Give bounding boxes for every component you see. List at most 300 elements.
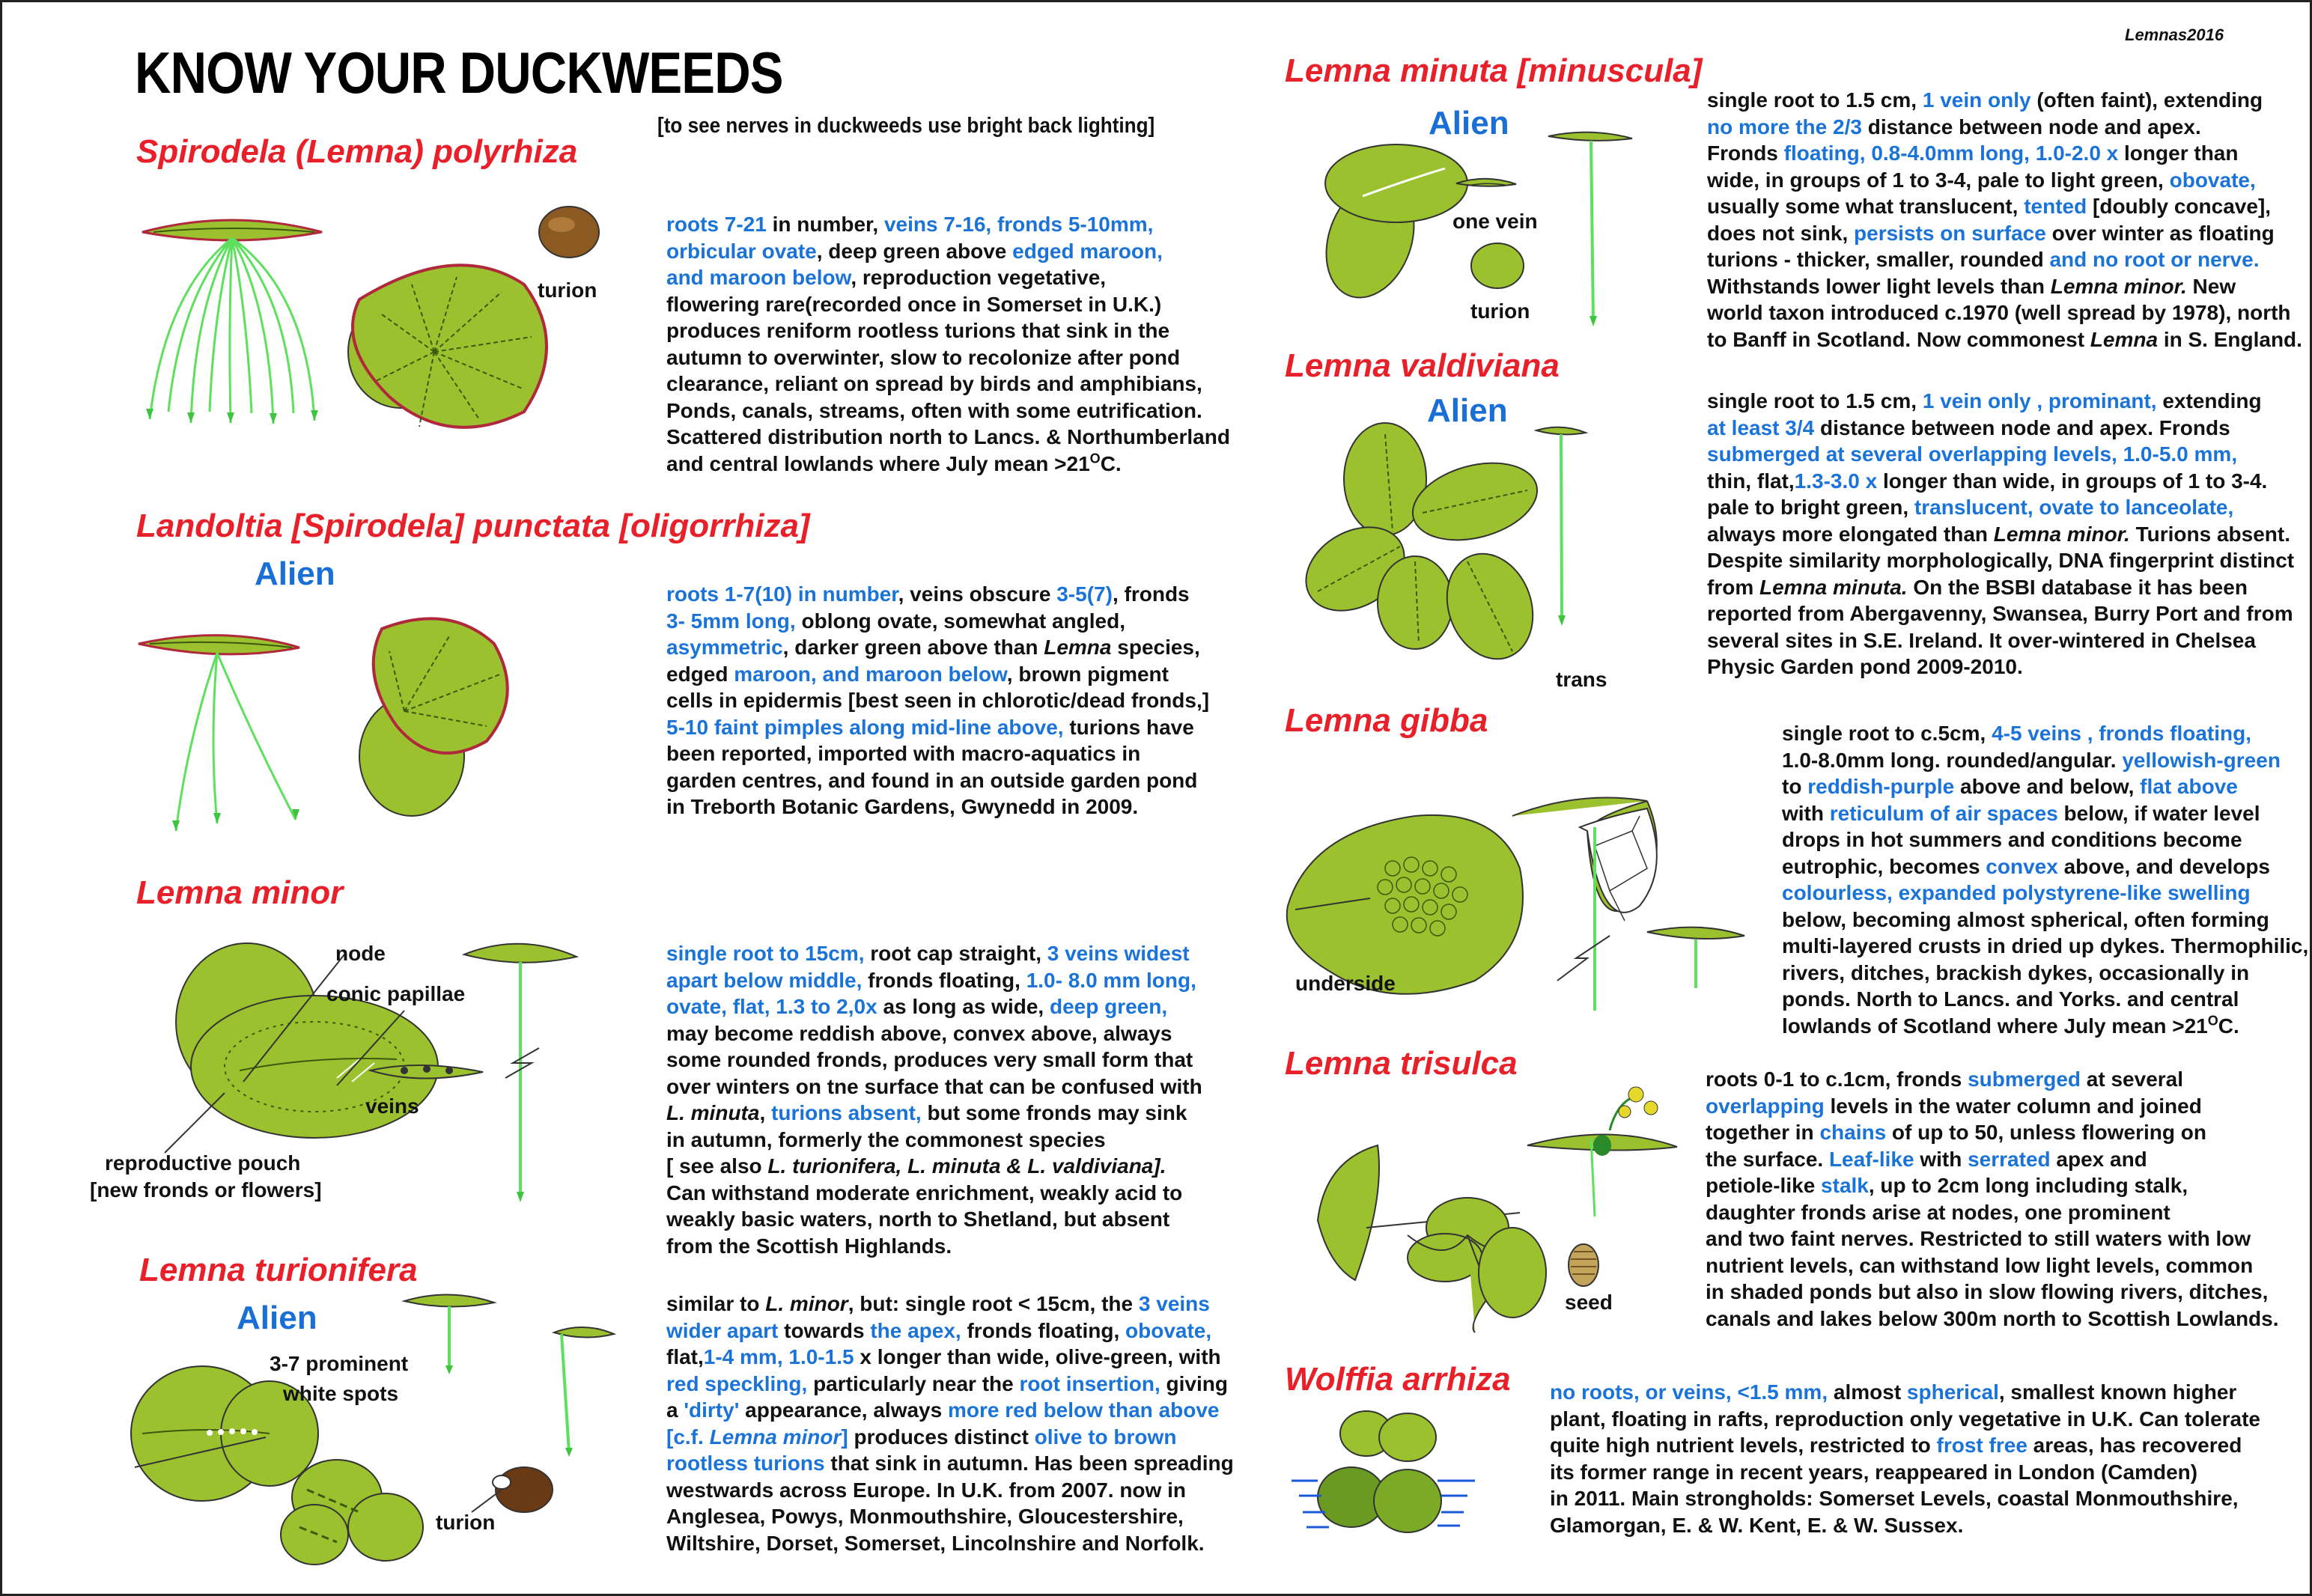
gibba-description-line: [1782, 826, 2308, 853]
text-segment: 1.3-3.0 x: [1794, 469, 1878, 493]
text-segment: 4-5 veins , fronds floating,: [1992, 722, 2251, 745]
text-segment: roots 0-1 to c.1cm, fronds: [1706, 1067, 1968, 1091]
text-segment: multi-layered crusts in dried up dykes. Thermophilic,: [1782, 934, 2309, 957]
wolffia-description: [1550, 1379, 2260, 1538]
text-segment: with: [1914, 1147, 1968, 1171]
wolffia-illustration: [1288, 1407, 1482, 1557]
text-segment: deep green,: [1049, 995, 1168, 1018]
spirodela-description-line: [666, 451, 1230, 478]
text-segment: tented: [2024, 195, 2087, 218]
text-segment: in Treborth Botanic Gardens, Gwynedd in 2009.: [666, 795, 1139, 818]
text-segment: Physic Garden pond 2009-2010.: [1707, 655, 2023, 678]
spirodela-description-line: [666, 398, 1230, 424]
trisulca-description-line: [1706, 1225, 2279, 1252]
gibba-description-line: [1782, 747, 2308, 774]
landoltia-description-line: [666, 661, 1209, 688]
turionifera-description-line: [666, 1371, 1234, 1398]
text-segment: persists on surface: [1854, 221, 2046, 245]
text-segment: veins 7-16, fronds 5-10mm,: [883, 213, 1154, 236]
text-segment: world taxon introduced c.1970 (well spread by 1978), north: [1707, 301, 2291, 324]
text-segment: been reported, imported with macro-aquatics in: [666, 742, 1141, 765]
text-segment: , brown pigment: [1006, 662, 1169, 686]
text-segment: obovate,: [1125, 1318, 1212, 1342]
text-segment: roots 1-7(10) in number: [666, 582, 898, 606]
trisulca-description-line: [1706, 1279, 2279, 1306]
text-segment: in number,: [766, 213, 884, 236]
text-segment: Lemna minuta.: [1759, 575, 1908, 599]
minuta-turion-label: turion: [1470, 299, 1530, 323]
minor-description-line: [666, 1180, 1202, 1207]
text-segment: serrated: [1968, 1147, 2051, 1171]
text-segment: to Banff in Scotland. Now commonest: [1707, 327, 2090, 351]
minuta-description-line: [1707, 87, 2302, 114]
text-segment: floating, 0.8-4.0mm long, 1.0-2.0 x: [1783, 141, 2119, 165]
trisulca-description-line: [1706, 1119, 2279, 1146]
text-segment: Scattered distribution north to Lancs. & Northumberland: [666, 425, 1230, 448]
trisulca-seed-label: seed: [1565, 1291, 1613, 1314]
gibba-description-line: [1782, 933, 2308, 960]
text-segment: O: [1089, 451, 1101, 466]
text-segment: single root to 1.5 cm,: [1707, 88, 1923, 112]
text-segment: appearance, always: [739, 1398, 948, 1422]
text-segment: Despite similarity morphologically, DNA fingerprint distinct: [1707, 549, 2295, 572]
spirodela-description-line: [666, 424, 1230, 451]
text-segment: Lemna minor.: [1993, 522, 2130, 546]
text-segment: oblong ovate, somewhat angled,: [795, 609, 1125, 633]
trisulca-description-line: [1706, 1093, 2279, 1120]
spirodela-description-line: [666, 211, 1230, 238]
text-segment: flat above: [2140, 775, 2238, 798]
text-segment: chains: [1819, 1121, 1887, 1144]
spirodela-description-line: [666, 238, 1230, 265]
text-segment: L. minuta: [666, 1101, 760, 1124]
turionifera-description-line: [666, 1530, 1234, 1557]
turionifera-description-line: [666, 1450, 1234, 1477]
minor-description-line: [666, 1100, 1202, 1127]
wolffia-title: Wolffia arrhiza: [1285, 1361, 1511, 1398]
minor-description-line: [666, 1127, 1202, 1154]
text-segment: roots 7-21: [666, 213, 767, 236]
text-segment: 1 vein only: [1922, 88, 2031, 112]
text-segment: , but: single root < 15cm, the: [848, 1292, 1139, 1315]
minuta-description-line: [1707, 326, 2302, 353]
minuta-description-line: [1707, 299, 2302, 326]
text-segment: produces reniform rootless turions that sink in the: [666, 319, 1170, 342]
text-segment: [doubly concave],: [2087, 195, 2272, 218]
text-segment: extending: [2156, 389, 2262, 412]
text-segment: eutrophic, becomes: [1782, 854, 1986, 878]
text-segment: below, becoming almost spherical, often forming: [1782, 907, 2269, 931]
text-segment: submerged at several overlapping levels, 1.0-5.0 mm,: [1707, 442, 2238, 466]
valdiviana-description-line: [1707, 521, 2294, 548]
text-segment: autumn to overwinter, slow to recolonize after pond: [666, 345, 1181, 369]
text-segment: in autumn, formerly the commonest species: [666, 1127, 1106, 1151]
text-segment: as long as wide,: [877, 995, 1050, 1018]
text-segment: of up to 50, unless flowering on: [1886, 1121, 2206, 1144]
turionifera-spots-label-1: 3-7 prominent: [270, 1352, 409, 1375]
text-segment: O: [2207, 1013, 2218, 1029]
text-segment: wider apart: [666, 1318, 779, 1342]
text-segment: wide, in groups of 1 to 3-4, pale to light green,: [1707, 168, 2170, 192]
text-segment: westwards across Europe. In U.K. from 2007. now in: [666, 1478, 1186, 1502]
text-segment: (often faint), extending: [2030, 88, 2263, 112]
text-segment: x longer than wide, olive-green, with: [854, 1345, 1221, 1368]
text-segment: turions have: [1063, 715, 1194, 739]
trisulca-description-line: [1706, 1252, 2279, 1279]
text-segment: translucent, ovate to lanceolate,: [1914, 496, 2234, 519]
text-segment: C.: [2218, 1014, 2239, 1038]
valdiviana-description-line: [1707, 600, 2294, 627]
text-segment: overlapping: [1706, 1094, 1825, 1118]
minuta-description-line: [1707, 273, 2302, 300]
text-segment: convex: [1986, 854, 2058, 878]
text-segment: from: [1707, 575, 1759, 599]
text-segment: On the BSBI database it has been: [1907, 575, 2248, 599]
text-segment: species,: [1111, 636, 1200, 659]
valdiviana-description-line: [1707, 415, 2294, 442]
trisulca-description-line: [1706, 1199, 2279, 1226]
text-segment: C.: [1100, 451, 1122, 475]
turionifera-description-line: [666, 1503, 1234, 1530]
text-segment: but some fronds may sink: [921, 1101, 1187, 1124]
text-segment: in shaded ponds but also in slow flowing rivers, ditches,: [1706, 1280, 2269, 1303]
minor-pouch-note: [new fronds or flowers]: [90, 1178, 322, 1201]
text-segment: 1 vein only , prominant,: [1922, 389, 2157, 412]
text-segment: maroon, and maroon below: [734, 662, 1007, 686]
text-segment: several sites in S.E. Ireland. It over-wintered in Chelsea: [1707, 628, 2256, 652]
text-segment: edged: [666, 662, 734, 686]
text-segment: over winters on tne surface that can be confused with: [666, 1074, 1202, 1098]
text-segment: submerged: [1968, 1067, 2081, 1091]
text-segment: Wiltshire, Dorset, Somerset, Lincolnshire and Norfolk.: [666, 1531, 1205, 1555]
text-segment: above, and develops: [2057, 854, 2270, 878]
valdiviana-description-line: [1707, 654, 2294, 680]
text-segment: with: [1782, 801, 1830, 825]
text-segment: rootless turions: [666, 1452, 825, 1475]
text-segment: turions - thicker, smaller, rounded: [1707, 248, 2050, 271]
minor-veins-label: veins: [365, 1094, 419, 1118]
text-segment: , darker green above than: [782, 636, 1044, 659]
valdiviana-description-line: [1707, 388, 2294, 415]
spirodela-description: [666, 211, 1230, 477]
text-segment: Ponds, canals, streams, often with some eutrification.: [666, 398, 1202, 422]
text-segment: distance between node and apex.: [1861, 115, 2201, 138]
text-segment: 1.0- 8.0 mm long,: [1026, 968, 1196, 992]
text-segment: thin, flat,: [1707, 469, 1795, 493]
text-segment: reticulum of air spaces: [1829, 801, 2058, 825]
text-segment: and two faint nerves. Restricted to still waters with low: [1706, 1227, 2251, 1250]
text-segment: fronds floating,: [862, 968, 1026, 992]
gibba-description-line: [1782, 853, 2308, 880]
turionifera-spots-label-2: white spots: [283, 1382, 399, 1405]
landoltia-status: Alien: [255, 555, 335, 592]
minor-description-line: [666, 1073, 1202, 1100]
text-segment: Lemna minor: [709, 1425, 842, 1449]
minor-papillae-label: conic papillae: [326, 982, 466, 1005]
trisulca-description-line: [1706, 1306, 2279, 1332]
text-segment: flat,: [666, 1345, 704, 1368]
text-segment: colourless, expanded polystyrene-like swelling: [1782, 881, 2251, 904]
text-segment: Lemna: [1044, 636, 1112, 659]
text-segment: weakly basic waters, north to Shetland, but absent: [666, 1207, 1170, 1231]
text-segment: and maroon below: [666, 266, 851, 289]
text-segment: single root to c.5cm,: [1782, 722, 1992, 745]
text-segment: Glamorgan, E. & W. Kent, E. & W. Sussex.: [1550, 1513, 1964, 1537]
valdiviana-title: Lemna valdiviana: [1285, 347, 1560, 384]
text-segment: Anglesea, Powys, Monmouthshire, Gloucestershire,: [666, 1505, 1184, 1528]
text-segment: similar to: [666, 1292, 766, 1315]
minuta-description-line: [1707, 220, 2302, 247]
text-segment: 1-4 mm, 1.0-1.5: [703, 1345, 854, 1368]
minor-pouch-label: reproductive pouch: [105, 1151, 301, 1175]
text-segment: plant, floating in rafts, reproduction only vegetative in U.K. Can tolerate: [1550, 1407, 2261, 1431]
text-segment: 3-5(7): [1056, 582, 1113, 606]
text-segment: orbicular ovate: [666, 239, 817, 263]
spirodela-description-line: [666, 291, 1230, 318]
wolffia-description-line: [1550, 1379, 2260, 1406]
minor-title: Lemna minor: [136, 874, 344, 911]
gibba-description-line: [1782, 960, 2308, 987]
minor-description-line: [666, 967, 1202, 994]
text-segment: spherical: [1906, 1380, 1999, 1404]
text-segment: below, if water level: [2057, 801, 2260, 825]
landoltia-title: Landoltia [Spirodela] punctata [oligorrhiza]: [136, 508, 810, 544]
text-segment: reported from Abergavenny, Swansea, Burry Port and from: [1707, 602, 2293, 625]
valdiviana-description-line: [1707, 627, 2294, 654]
valdiviana-description-line: [1707, 494, 2294, 521]
text-segment: ]: [841, 1425, 848, 1449]
wolffia-description-line: [1550, 1406, 2260, 1433]
valdiviana-description-line: [1707, 547, 2294, 574]
wolffia-description-line: [1550, 1459, 2260, 1486]
trisulca-description-line: [1706, 1066, 2279, 1093]
text-segment: turions absent,: [771, 1101, 922, 1124]
text-segment: [c.f.: [666, 1425, 710, 1449]
text-segment: together in: [1706, 1121, 1820, 1144]
turionifera-description-line: [666, 1424, 1234, 1451]
landoltia-description-line: [666, 767, 1209, 794]
trisulca-description-line: [1706, 1172, 2279, 1199]
text-segment: fronds floating,: [961, 1318, 1126, 1342]
credit-label: Lemnas2016: [2125, 25, 2224, 44]
text-segment: drops in hot summers and conditions become: [1782, 828, 2242, 851]
spirodela-description-line: [666, 264, 1230, 291]
turionifera-status: Alien: [237, 1300, 317, 1336]
text-segment: yellowish-green: [2122, 748, 2281, 772]
minuta-vein-label: one vein: [1452, 210, 1538, 233]
text-segment: apart below middle,: [666, 968, 863, 992]
text-segment: at several: [2081, 1067, 2184, 1091]
text-segment: root insertion,: [1019, 1371, 1160, 1395]
landoltia-description-line: [666, 634, 1209, 661]
text-segment: areas, has recovered: [2027, 1434, 2242, 1457]
text-segment: the apex,: [870, 1318, 961, 1342]
text-segment: red speckling,: [666, 1371, 808, 1395]
text-segment: 5-10 faint pimples along mid-line above,: [666, 715, 1064, 739]
text-segment: may become reddish above, convex above, always: [666, 1021, 1172, 1045]
gibba-description-line: [1782, 773, 2308, 800]
turionifera-illustration: [120, 1288, 606, 1572]
landoltia-description-line: [666, 714, 1209, 741]
text-segment: longer than wide, in groups of 1 to 3-4.: [1877, 469, 2268, 493]
text-segment: Leaf-like: [1828, 1147, 1914, 1171]
text-segment: no roots, or veins, <1.5 mm,: [1550, 1380, 1828, 1404]
valdiviana-status: Alien: [1427, 392, 1508, 429]
text-segment: giving: [1160, 1371, 1228, 1395]
spirodela-illustration: [135, 202, 629, 434]
gibba-description-line: [1782, 720, 2308, 747]
landoltia-description-line: [666, 740, 1209, 767]
text-segment: Turions absent.: [2129, 522, 2290, 546]
valdiviana-description-line: [1707, 574, 2294, 601]
text-segment: always more elongated than: [1707, 522, 1994, 546]
minor-description-line: [666, 1233, 1202, 1260]
text-segment: produces distinct: [848, 1425, 1035, 1449]
text-segment: olive to brown: [1034, 1425, 1177, 1449]
wolffia-description-line: [1550, 1432, 2260, 1459]
text-segment: clearance, reliant on spread by birds and amphibians,: [666, 372, 1202, 395]
minuta-description-line: [1707, 193, 2302, 220]
text-segment: 'dirty': [684, 1398, 740, 1422]
text-segment: canals and lakes below 300m north to Scottish Lowlands.: [1706, 1306, 2279, 1330]
spirodela-description-line: [666, 317, 1230, 344]
valdiviana-description-line: [1707, 441, 2294, 468]
gibba-underside-label: underside: [1295, 972, 1396, 995]
gibba-title: Lemna gibba: [1285, 702, 1488, 739]
text-segment: flowering rare(recorded once in Somerset in U.K.): [666, 292, 1162, 316]
text-segment: ,: [759, 1101, 772, 1124]
valdiviana-description: [1707, 388, 2294, 680]
minor-description-line: [666, 940, 1202, 967]
minuta-description: [1707, 87, 2302, 353]
text-segment: to: [1782, 775, 1808, 798]
trisulca-description-line: [1706, 1146, 2279, 1173]
minor-description-line: [666, 1206, 1202, 1233]
text-segment: the surface.: [1706, 1147, 1829, 1171]
text-segment: ponds. North to Lancs. and Yorks. and central: [1782, 987, 2239, 1011]
minor-node-label: node: [335, 942, 386, 965]
text-segment: some rounded fronds, produces very small form that: [666, 1048, 1193, 1071]
text-segment: Can withstand moderate enrichment, weakly acid to: [666, 1181, 1183, 1204]
text-segment: cells in epidermis [best seen in chlorotic/dead fronds,]: [666, 689, 1210, 712]
text-segment: pale to bright green,: [1707, 496, 1914, 519]
landoltia-illustration: [135, 606, 554, 838]
text-segment: Fronds: [1707, 141, 1784, 165]
text-segment: does not sink,: [1707, 221, 1855, 245]
turionifera-description-line: [666, 1477, 1234, 1504]
spirodela-description-line: [666, 344, 1230, 371]
text-segment: single root to 1.5 cm,: [1707, 389, 1923, 412]
landoltia-description-line: [666, 581, 1209, 608]
minor-description-line: [666, 1047, 1202, 1073]
wolffia-description-line: [1550, 1512, 2260, 1539]
text-segment: Lemna minor.: [2050, 274, 2187, 298]
text-segment: 3 veins: [1138, 1292, 1210, 1315]
text-segment: longer than: [2118, 141, 2239, 165]
text-segment: apex and: [2050, 1147, 2147, 1171]
text-segment: levels in the water column and joined: [1824, 1094, 2202, 1118]
text-segment: obovate,: [2169, 168, 2256, 192]
text-segment: from the Scottish Highlands.: [666, 1234, 952, 1258]
trisulca-description: [1706, 1066, 2279, 1332]
text-segment: distance between node and apex. Fronds: [1814, 415, 2230, 439]
minuta-description-line: [1707, 140, 2302, 167]
gibba-description: [1782, 720, 2308, 1039]
text-segment: L. turionifera, L. minuta & L. valdiviana].: [767, 1154, 1166, 1178]
text-segment: over winter as floating: [2045, 221, 2275, 245]
text-segment: at least 3/4: [1707, 415, 1815, 439]
text-segment: garden centres, and found in an outside garden pond: [666, 768, 1198, 792]
text-segment: 3 veins widest: [1047, 942, 1190, 965]
text-segment: towards: [778, 1318, 871, 1342]
spirodela-description-line: [666, 371, 1230, 398]
text-segment: root cap straight,: [864, 942, 1047, 965]
valdiviana-illustration: [1295, 419, 1610, 666]
text-segment: in 2011. Main strongholds: Somerset Levels, coastal Monmouthshire,: [1550, 1487, 2239, 1510]
landoltia-description-line: [666, 794, 1209, 820]
text-segment: New: [2186, 274, 2236, 298]
text-segment: rivers, ditches, brackish dykes, occasionally in: [1782, 960, 2250, 984]
minuta-title: Lemna minuta [minuscula]: [1285, 52, 1703, 89]
valdiviana-description-line: [1707, 468, 2294, 495]
text-segment: its former range in recent years, reappeared in London (Camden): [1550, 1460, 2198, 1484]
text-segment: Lemna: [2090, 327, 2159, 351]
text-segment: ovate, flat, 1.3 to 2,0x: [666, 995, 877, 1018]
text-segment: no more the 2/3: [1707, 115, 1862, 138]
wolffia-description-line: [1550, 1485, 2260, 1512]
text-segment: more red below than above: [947, 1398, 1220, 1422]
trisulca-illustration: [1295, 1078, 1715, 1332]
text-segment: and central lowlands where July mean >21: [666, 451, 1090, 475]
minor-description-line: [666, 1153, 1202, 1180]
text-segment: , veins obscure: [898, 582, 1057, 606]
turionifera-description: [666, 1291, 1234, 1556]
text-segment: 3- 5mm long,: [666, 609, 796, 633]
spirodela-turion-label: turion: [538, 278, 597, 302]
landoltia-description: [666, 581, 1209, 820]
text-segment: , up to 2cm long including stalk,: [1868, 1174, 2188, 1197]
text-segment: , reproduction vegetative,: [851, 266, 1107, 289]
gibba-description-line: [1782, 880, 2308, 907]
lighting-note: [to see nerves in duckweeds use bright back lighting]: [657, 114, 1155, 138]
gibba-description-line: [1782, 800, 2308, 827]
minor-description: [666, 940, 1202, 1259]
text-segment: daughter fronds arise at nodes, one prominent: [1706, 1200, 2170, 1224]
text-segment: petiole-like: [1706, 1174, 1822, 1197]
turionifera-description-line: [666, 1318, 1234, 1344]
text-segment: , fronds: [1112, 582, 1190, 606]
gibba-description-line: [1782, 986, 2308, 1013]
text-segment: , smallest known higher: [1998, 1380, 2237, 1404]
gibba-description-line: [1782, 907, 2308, 933]
minuta-status: Alien: [1429, 105, 1509, 141]
text-segment: above and below,: [1954, 775, 2141, 798]
text-segment: almost: [1828, 1380, 1907, 1404]
page-title: KNOW YOUR DUCKWEEDS: [135, 40, 783, 106]
text-segment: particularly near the: [807, 1371, 1020, 1395]
text-segment: and no root or nerve.: [2049, 248, 2260, 271]
text-segment: usually some what translucent,: [1707, 195, 2024, 218]
gibba-description-line: [1782, 1013, 2308, 1040]
text-segment: [ see also: [666, 1154, 768, 1178]
text-segment: quite high nutrient levels, restricted to: [1550, 1434, 1937, 1457]
trisulca-title: Lemna trisulca: [1285, 1045, 1518, 1082]
minuta-description-line: [1707, 246, 2302, 273]
text-segment: , deep green above: [816, 239, 1013, 263]
text-segment: frost free: [1936, 1434, 2027, 1457]
turionifera-turion-label: turion: [436, 1511, 496, 1534]
landoltia-description-line: [666, 687, 1209, 714]
